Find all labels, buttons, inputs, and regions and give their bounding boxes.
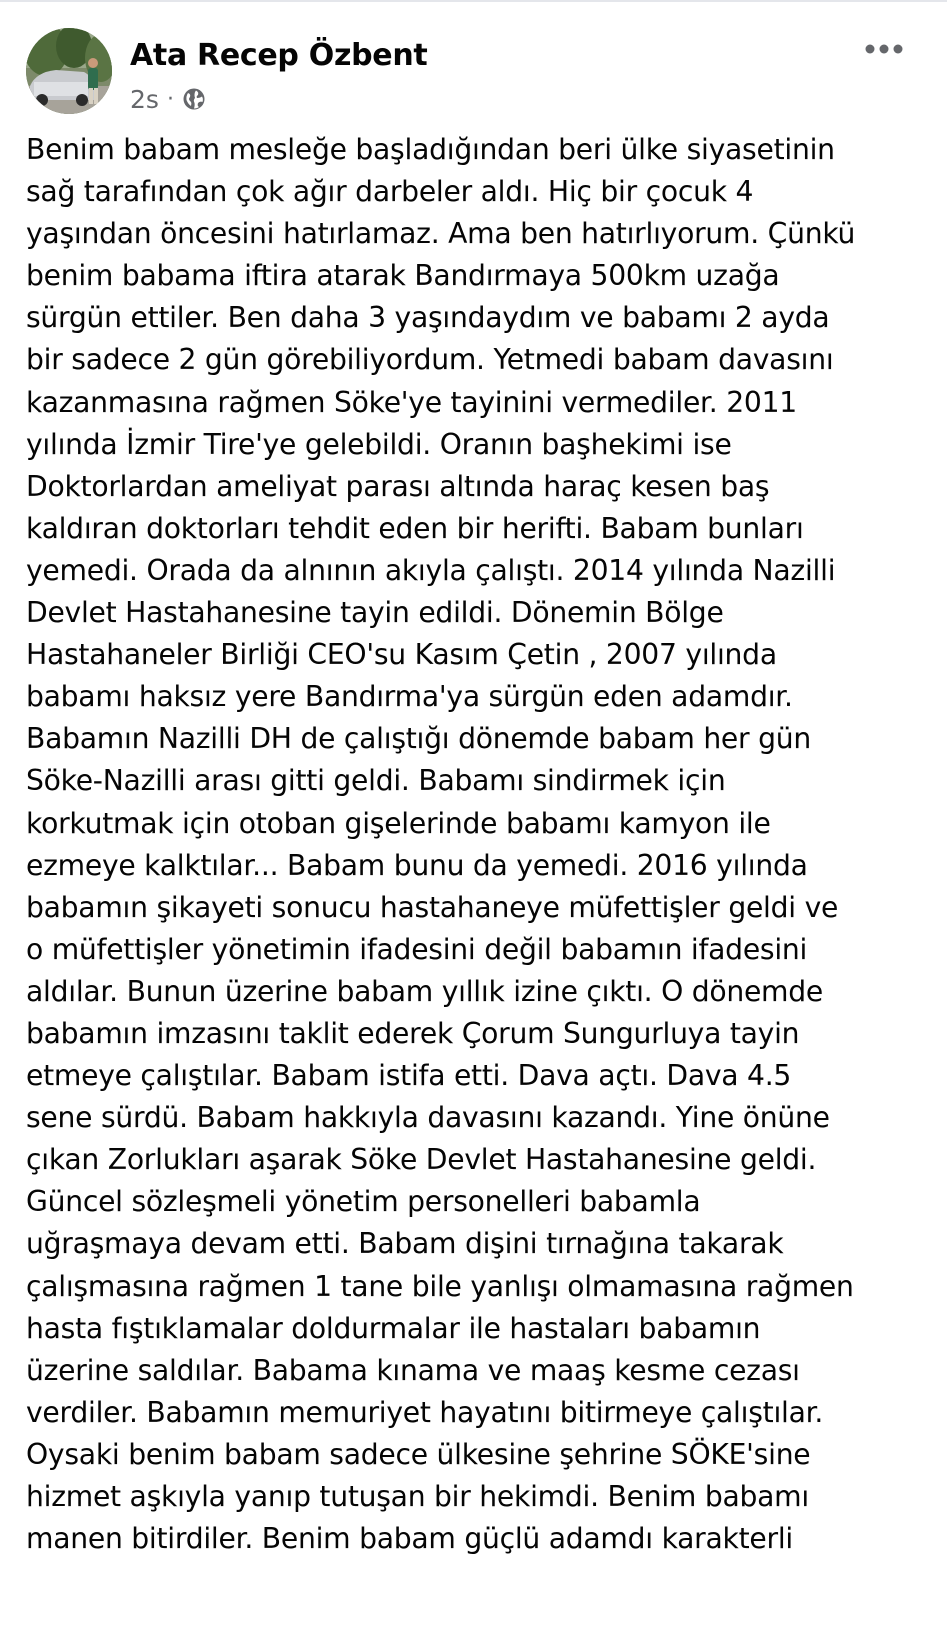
post-text-line: babamı haksız yere Bandırma'ya sürgün eden adamdır.	[26, 680, 793, 714]
post-text-line: ezmeye kalktılar... Babam bunu da yemedi. 2016 yılında	[26, 848, 808, 882]
post-text-line: Benim babam mesleğe başladığından beri ülke siyasetinin	[26, 133, 835, 166]
more-horizontal-icon	[864, 43, 904, 55]
post-text-line: yılında İzmir Tire'ye gelebildi. Oranın başhekimi ise	[26, 427, 732, 461]
post-text-line: aldılar. Bunun üzerine babam yıllık izine çıktı. O dönemde	[26, 974, 824, 1008]
post-text-line: Babamın Nazilli DH de çalıştığı dönemde babam her gün	[26, 722, 811, 756]
post-text-line: üzerine saldılar. Babama kınama ve maaş kesme cezası	[26, 1353, 800, 1387]
post-text-line: o müfettişler yönetimin ifadesini değil babamın ifadesini	[26, 932, 808, 966]
post-text-line: sürgün ettiler. Ben daha 3 yaşındaydım ve babamı 2 ayda	[26, 301, 830, 335]
post-text-line: kaldıran doktorları tehdit eden bir herifti. Babam bunları	[26, 511, 804, 545]
post-text-line: uğraşmaya devam etti. Babam dişini tırnağına takarak	[26, 1227, 784, 1261]
post-text-line: Güncel sözleşmeli yönetim personelleri babamla	[26, 1185, 701, 1219]
meta-separator: ·	[166, 86, 174, 112]
post-text-line: Söke-Nazilli arası gitti geldi. Babamı sindirmek için	[26, 764, 726, 798]
post-text	[26, 129, 932, 1560]
post-text-line: korkutmak için otoban gişelerinde babamı kamyon ile	[26, 806, 771, 840]
post-text-line: yaşından öncesini hatırlamaz. Ama ben hatırlıyorum. Çünkü	[26, 217, 856, 251]
author-name[interactable]: Ata Recep Özbent	[130, 38, 428, 73]
post-text-line: çalışmasına rağmen 1 tane bile yanlışı olmamasına rağmen	[26, 1269, 854, 1303]
top-divider	[0, 0, 947, 2]
post-text-line: benim babama iftira atarak Bandırmaya 500km uzağa	[26, 259, 780, 293]
post-text-line: etmeye çalıştılar. Babam istifa etti. Dava açtı. Dava 4.5	[26, 1059, 792, 1093]
post-text-line: Oysaki benim babam sadece ülkesine şehrine SÖKE'sine	[26, 1437, 811, 1471]
post-text-line: verdiler. Babamın memuriyet hayatını bitirmeye çalıştılar.	[26, 1395, 824, 1429]
post-text-line: kazanmasına rağmen Söke'ye tayinini vermediler. 2011	[26, 385, 797, 419]
post-meta	[130, 84, 206, 114]
post-text-line: babamın şikayeti sonucu hastahaneye müfettişler geldi ve	[26, 890, 839, 924]
post-text-line: hizmet aşkıyla yanıp tutuşan bir hekimdi. Benim babamı	[26, 1480, 809, 1513]
post-text-line: Devlet Hastahanesine tayin edildi. Dönemin Bölge	[26, 596, 724, 630]
post-text-line: Doktorlardan ameliyat parası altında haraç kesen baş	[26, 469, 770, 503]
globe-icon[interactable]	[182, 87, 206, 111]
profile-photo-icon	[26, 28, 112, 114]
post-timestamp[interactable]: 2s	[130, 84, 159, 114]
post-text-line: sene sürdü. Babam hakkıyla davasını kazandı. Yine önüne	[26, 1101, 830, 1135]
post-text-line: çıkan Zorlukları aşarak Söke Devlet Hastahanesine geldi.	[26, 1143, 817, 1177]
post-text-line: sağ tarafından çok ağır darbeler aldı. Hiç bir çocuk 4	[26, 175, 754, 209]
post-text-line: manen bitirdiler. Benim babam güçlü adamdı karakterli	[26, 1522, 793, 1556]
post-text-line: yemedi. Orada da alnının akıyla çalıştı. 2014 yılında Nazilli	[26, 553, 836, 587]
post-text-line: bir sadece 2 gün görebiliyordum. Yetmedi babam davasını	[26, 343, 834, 377]
post-text-line: babamın imzasını taklit ederek Çorum Sungurluya tayin	[26, 1016, 800, 1050]
post-header	[26, 26, 926, 116]
author-avatar[interactable]	[26, 28, 112, 114]
post-text-line: hasta fıştıklamalar doldurmalar ile hastaları babamın	[26, 1311, 761, 1345]
post-text-line: Hastahaneler Birliği CEO'su Kasım Çetin , 2007 yılında	[26, 638, 777, 672]
more-options-button[interactable]	[860, 32, 908, 66]
